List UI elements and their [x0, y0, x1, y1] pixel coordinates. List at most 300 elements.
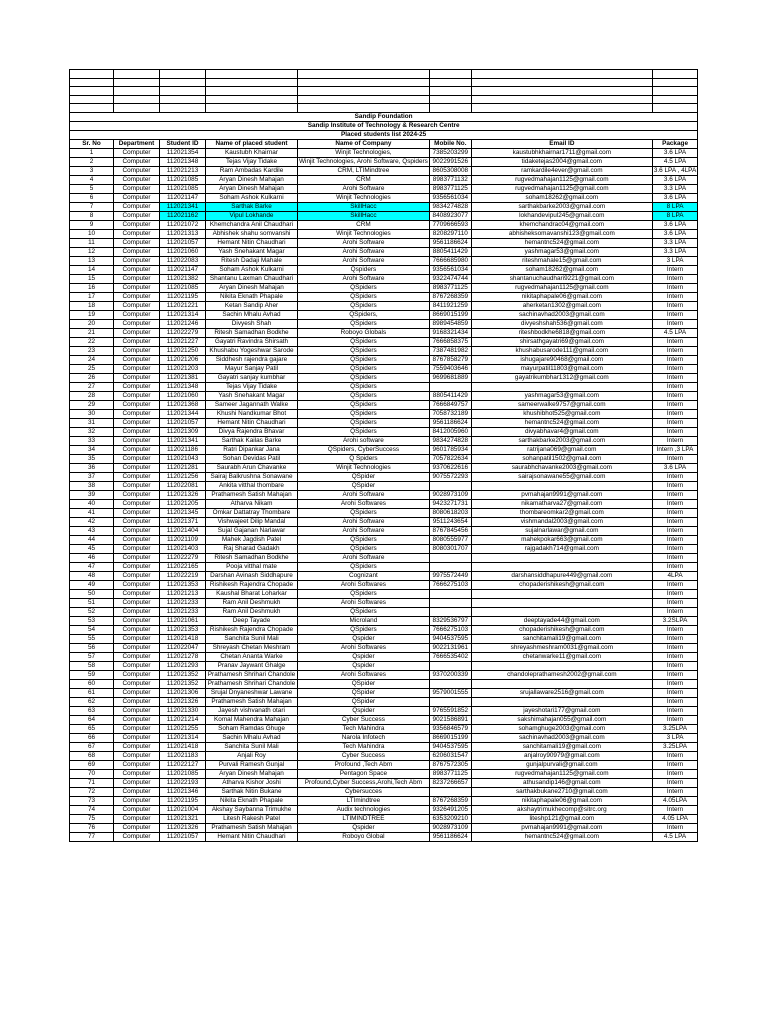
cell-student-name[interactable]: Aryan Dinesh Mahajan: [206, 283, 298, 292]
cell-sr-no[interactable]: 67: [70, 742, 114, 751]
cell-mobile[interactable]: 7709666593: [429, 220, 471, 229]
cell-mobile[interactable]: 7666849757: [429, 400, 471, 409]
cell-sr-no[interactable]: 1: [70, 148, 114, 157]
cell-department[interactable]: Computer: [114, 517, 160, 526]
cell-package[interactable]: 8 LPA: [652, 202, 697, 211]
cell-department[interactable]: Computer: [114, 175, 160, 184]
cell-package[interactable]: Intern: [652, 355, 697, 364]
cell-mobile[interactable]: 9511243654: [429, 517, 471, 526]
cell-mobile[interactable]: 7559403646: [429, 364, 471, 373]
cell-email[interactable]: yashmagar53@gmail.com: [471, 391, 652, 400]
cell-department[interactable]: Computer: [114, 337, 160, 346]
cell-student-id[interactable]: 112021162: [160, 211, 206, 220]
header-mobile[interactable]: Mobile No.: [429, 139, 471, 148]
cell-sr-no[interactable]: 29: [70, 400, 114, 409]
cell-company[interactable]: QSpiders: [298, 625, 430, 634]
cell-student-name[interactable]: Sanchita Sunil Mali: [206, 634, 298, 643]
cell-company[interactable]: QSpiders: [298, 373, 430, 382]
cell[interactable]: [298, 70, 430, 79]
cell-student-name[interactable]: Hemant Nitin Chaudhari: [206, 418, 298, 427]
cell-company[interactable]: Qspider: [298, 634, 430, 643]
cell-student-name[interactable]: Abhishek shahu somvanshi: [206, 229, 298, 238]
cell-sr-no[interactable]: 6: [70, 193, 114, 202]
cell-student-name[interactable]: Kaushal Bharat Loharkar: [206, 589, 298, 598]
cell-mobile[interactable]: 8767268359: [429, 796, 471, 805]
cell-mobile[interactable]: 9168321434: [429, 328, 471, 337]
cell-package[interactable]: Intern: [652, 670, 697, 679]
cell-sr-no[interactable]: 61: [70, 688, 114, 697]
cell-company[interactable]: Roboyo Global: [298, 832, 430, 841]
header-sr-no[interactable]: Sr. No: [70, 139, 114, 148]
cell-department[interactable]: Computer: [114, 211, 160, 220]
cell-student-id[interactable]: 112022081: [160, 481, 206, 490]
cell-mobile[interactable]: 9601785934: [429, 445, 471, 454]
cell-company[interactable]: CRM: [298, 220, 430, 229]
cell-sr-no[interactable]: 19: [70, 310, 114, 319]
cell-department[interactable]: Computer: [114, 607, 160, 616]
cell-department[interactable]: Computer: [114, 580, 160, 589]
cell[interactable]: [471, 95, 652, 104]
cell-company[interactable]: QSpiders: [298, 283, 430, 292]
cell-sr-no[interactable]: 7: [70, 202, 114, 211]
header-student-id[interactable]: Student ID: [160, 139, 206, 148]
cell-student-name[interactable]: Darshan Avinash Siddhapure: [206, 571, 298, 580]
cell-department[interactable]: Computer: [114, 391, 160, 400]
cell-package[interactable]: Intern: [652, 697, 697, 706]
cell-package[interactable]: 3.6 LPA: [652, 463, 697, 472]
cell-package[interactable]: Intern: [652, 688, 697, 697]
cell-sr-no[interactable]: 44: [70, 535, 114, 544]
cell-sr-no[interactable]: 4: [70, 175, 114, 184]
cell-student-id[interactable]: 112021147: [160, 265, 206, 274]
cell-student-id[interactable]: 112022165: [160, 562, 206, 571]
cell-student-id[interactable]: 112021309: [160, 427, 206, 436]
cell-package[interactable]: 3.3 LPA: [652, 238, 697, 247]
cell-student-id[interactable]: 112021195: [160, 796, 206, 805]
cell-sr-no[interactable]: 8: [70, 211, 114, 220]
cell-email[interactable]: khushabusarode111@gmail.com: [471, 346, 652, 355]
cell-mobile[interactable]: 9356846579: [429, 724, 471, 733]
cell-student-name[interactable]: Ram Anil Deshmukh: [206, 598, 298, 607]
cell-sr-no[interactable]: 35: [70, 454, 114, 463]
cell-email[interactable]: [471, 382, 652, 391]
cell-student-name[interactable]: Vipul Lokhande: [206, 211, 298, 220]
cell-sr-no[interactable]: 56: [70, 643, 114, 652]
cell-sr-no[interactable]: 77: [70, 832, 114, 841]
cell-email[interactable]: akshaytrimukhecomp@sitrc.org: [471, 805, 652, 814]
cell-student-name[interactable]: Ratri Dipankar Jana: [206, 445, 298, 454]
cell-mobile[interactable]: 9022991526: [429, 157, 471, 166]
cell-package[interactable]: Intern: [652, 517, 697, 526]
cell-department[interactable]: Computer: [114, 148, 160, 157]
cell-department[interactable]: Computer: [114, 382, 160, 391]
cell-mobile[interactable]: 8237266657: [429, 778, 471, 787]
cell-package[interactable]: Intern: [652, 292, 697, 301]
cell-package[interactable]: 4.05 LPA: [652, 814, 697, 823]
cell-student-id[interactable]: 112021072: [160, 220, 206, 229]
cell-department[interactable]: Computer: [114, 814, 160, 823]
cell-email[interactable]: lokhandevipul245@gmail.com: [471, 211, 652, 220]
cell[interactable]: [114, 70, 160, 79]
cell-mobile[interactable]: 8767268359: [429, 292, 471, 301]
cell-student-name[interactable]: Nikita Eknath Phapale: [206, 796, 298, 805]
cell-sr-no[interactable]: 39: [70, 490, 114, 499]
cell-email[interactable]: yashmagar53@gmail.com: [471, 247, 652, 256]
cell-mobile[interactable]: 8408923077: [429, 211, 471, 220]
header-student-name[interactable]: Name of placed student: [206, 139, 298, 148]
cell-email[interactable]: soham18262@gmail.com: [471, 265, 652, 274]
cell-email[interactable]: sohanpatil1502@gmail.com: [471, 454, 652, 463]
cell-package[interactable]: Intern: [652, 409, 697, 418]
cell-mobile[interactable]: 9765591852: [429, 706, 471, 715]
cell-company[interactable]: Arohi Softwares: [298, 670, 430, 679]
cell-student-name[interactable]: Nikita Eknath Phapale: [206, 292, 298, 301]
cell-department[interactable]: Computer: [114, 625, 160, 634]
cell-package[interactable]: Intern: [652, 652, 697, 661]
cell-mobile[interactable]: 6206031547: [429, 751, 471, 760]
cell-mobile[interactable]: 9579001555: [429, 688, 471, 697]
cell-sr-no[interactable]: 58: [70, 661, 114, 670]
cell-package[interactable]: 3.6 LPA: [652, 229, 697, 238]
cell-email[interactable]: abhisheksomavanshi123@gmail.com: [471, 229, 652, 238]
cell-department[interactable]: Computer: [114, 598, 160, 607]
cell-package[interactable]: Intern: [652, 760, 697, 769]
cell-email[interactable]: [471, 661, 652, 670]
cell-company[interactable]: Roboyo Globals: [298, 328, 430, 337]
cell-department[interactable]: Computer: [114, 706, 160, 715]
cell-package[interactable]: Intern: [652, 400, 697, 409]
cell-department[interactable]: Computer: [114, 760, 160, 769]
cell-package[interactable]: 3.3 LPA: [652, 184, 697, 193]
cell-student-id[interactable]: 112021293: [160, 661, 206, 670]
cell-student-name[interactable]: Hemant Nitin Chaudhari: [206, 832, 298, 841]
cell-package[interactable]: 4LPA: [652, 571, 697, 580]
cell-email[interactable]: sachinavhad2003@gmail.com: [471, 733, 652, 742]
cell-student-name[interactable]: Ankita vitthal thombare: [206, 481, 298, 490]
cell-company[interactable]: QSpiders: [298, 535, 430, 544]
cell-email[interactable]: athusandip146@gmail.com: [471, 778, 652, 787]
cell-package[interactable]: 3 LPA: [652, 733, 697, 742]
cell-sr-no[interactable]: 71: [70, 778, 114, 787]
cell-student-name[interactable]: Sanchita Sunil Mali: [206, 742, 298, 751]
cell-student-name[interactable]: Srujal Dnyaneshwar Lawane: [206, 688, 298, 697]
cell-package[interactable]: Intern: [652, 490, 697, 499]
cell-company[interactable]: Arohi Software: [298, 184, 430, 193]
cell-department[interactable]: Computer: [114, 562, 160, 571]
cell-department[interactable]: Computer: [114, 553, 160, 562]
cell-student-name[interactable]: Atharva Nikam: [206, 499, 298, 508]
cell-company[interactable]: QSpiders: [298, 544, 430, 553]
cell[interactable]: [429, 78, 471, 87]
cell-email[interactable]: pvmahajan9991@gmail.com: [471, 490, 652, 499]
cell[interactable]: [471, 104, 652, 113]
cell-student-id[interactable]: 112021004: [160, 805, 206, 814]
cell-student-name[interactable]: Aryan Dinesh Mahajan: [206, 184, 298, 193]
cell-student-name[interactable]: Sujal Gajanan Narlawar: [206, 526, 298, 535]
cell-sr-no[interactable]: 11: [70, 238, 114, 247]
cell-student-id[interactable]: 112021418: [160, 634, 206, 643]
cell-company[interactable]: Pentagon Space: [298, 769, 430, 778]
cell-department[interactable]: Computer: [114, 724, 160, 733]
cell-email[interactable]: ishugajare90468@gmail.com: [471, 355, 652, 364]
cell-student-id[interactable]: 112021205: [160, 499, 206, 508]
cell-department[interactable]: Computer: [114, 355, 160, 364]
cell-company[interactable]: Winjit Technologies: [298, 229, 430, 238]
cell-company[interactable]: Winjit Technologies: [298, 463, 430, 472]
cell-email[interactable]: riteshbodkhe6818@gmail.com: [471, 328, 652, 337]
cell-package[interactable]: Intern: [652, 553, 697, 562]
cell-sr-no[interactable]: 72: [70, 787, 114, 796]
cell-sr-no[interactable]: 26: [70, 373, 114, 382]
cell-department[interactable]: Computer: [114, 508, 160, 517]
cell-student-id[interactable]: 112021206: [160, 355, 206, 364]
cell-department[interactable]: Computer: [114, 301, 160, 310]
cell-company[interactable]: QSpiders: [298, 562, 430, 571]
cell-mobile[interactable]: 9370200339: [429, 670, 471, 679]
cell-email[interactable]: chandoleprathamesh2002@gmail.com: [471, 670, 652, 679]
cell-sr-no[interactable]: 27: [70, 382, 114, 391]
cell-mobile[interactable]: 9356561034: [429, 265, 471, 274]
cell-company[interactable]: Profound,Cyber Success,Arohi,Tech Abm: [298, 778, 430, 787]
cell-student-name[interactable]: Yash Snehakant Magar: [206, 247, 298, 256]
cell-student-id[interactable]: 112021057: [160, 832, 206, 841]
cell-mobile[interactable]: [429, 481, 471, 490]
cell-student-id[interactable]: 112021346: [160, 787, 206, 796]
cell-department[interactable]: Computer: [114, 544, 160, 553]
cell-student-id[interactable]: 112021186: [160, 445, 206, 454]
cell-mobile[interactable]: 8605308008: [429, 166, 471, 175]
cell-company[interactable]: QSpiders: [298, 355, 430, 364]
cell-mobile[interactable]: 8411921259: [429, 301, 471, 310]
cell[interactable]: [114, 78, 160, 87]
cell-package[interactable]: Intern: [652, 661, 697, 670]
cell-department[interactable]: Computer: [114, 328, 160, 337]
cell[interactable]: [298, 78, 430, 87]
cell-student-name[interactable]: Prathamesh Shrihari Chandole: [206, 679, 298, 688]
cell-department[interactable]: Computer: [114, 229, 160, 238]
cell-student-name[interactable]: Ram Ambadas Kardile: [206, 166, 298, 175]
cell-sr-no[interactable]: 33: [70, 436, 114, 445]
cell-department[interactable]: Computer: [114, 310, 160, 319]
cell-student-id[interactable]: 112021213: [160, 589, 206, 598]
cell-mobile[interactable]: 9021586891: [429, 715, 471, 724]
cell-company[interactable]: QSpiders: [298, 346, 430, 355]
cell-student-id[interactable]: 112021085: [160, 175, 206, 184]
cell-department[interactable]: Computer: [114, 445, 160, 454]
cell-student-name[interactable]: Aryan Dinesh Mahajan: [206, 769, 298, 778]
cell-student-id[interactable]: 112021306: [160, 688, 206, 697]
cell-mobile[interactable]: 9028973109: [429, 823, 471, 832]
cell-mobile[interactable]: 7666535402: [429, 652, 471, 661]
cell-email[interactable]: mayurpatil11803@gmail.com: [471, 364, 652, 373]
cell-mobile[interactable]: 8805411429: [429, 247, 471, 256]
cell-student-id[interactable]: 112021203: [160, 364, 206, 373]
cell-email[interactable]: sachinavhad2003@gmail.com: [471, 310, 652, 319]
cell-student-id[interactable]: 112021281: [160, 463, 206, 472]
cell-package[interactable]: 3 LPA: [652, 256, 697, 265]
cell-package[interactable]: 4.5 LPA: [652, 328, 697, 337]
cell-sr-no[interactable]: 36: [70, 463, 114, 472]
cell-student-id[interactable]: 112021344: [160, 409, 206, 418]
cell-email[interactable]: gayatrikumbhar1312@gmail.com: [471, 373, 652, 382]
cell-mobile[interactable]: 9322474744: [429, 274, 471, 283]
cell-email[interactable]: pvmahajan9991@gmail.com: [471, 823, 652, 832]
cell-package[interactable]: Intern: [652, 382, 697, 391]
cell-company[interactable]: SkillHacc: [298, 202, 430, 211]
cell-student-name[interactable]: Rishikesh Rajendra Chopade: [206, 580, 298, 589]
cell-mobile[interactable]: 7058732189: [429, 409, 471, 418]
cell[interactable]: [471, 87, 652, 96]
cell-email[interactable]: chetanwarke11@gmail.com: [471, 652, 652, 661]
cell-student-name[interactable]: Sachin Mhalu Avhad: [206, 733, 298, 742]
cell-company[interactable]: QSpiders: [298, 292, 430, 301]
cell-sr-no[interactable]: 3: [70, 166, 114, 175]
cell-sr-no[interactable]: 2: [70, 157, 114, 166]
cell-student-id[interactable]: 112021353: [160, 580, 206, 589]
cell-email[interactable]: [471, 481, 652, 490]
cell-company[interactable]: Arohi software: [298, 436, 430, 445]
cell-company[interactable]: QSpiders: [298, 589, 430, 598]
cell-sr-no[interactable]: 20: [70, 319, 114, 328]
cell[interactable]: [160, 104, 206, 113]
cell-email[interactable]: shirsathgayatri69@gmail.com: [471, 337, 652, 346]
cell[interactable]: [652, 70, 697, 79]
cell-package[interactable]: 3.25LPA: [652, 742, 697, 751]
cell-student-id[interactable]: 112021381: [160, 373, 206, 382]
cell-student-id[interactable]: 112021278: [160, 652, 206, 661]
cell-sr-no[interactable]: 43: [70, 526, 114, 535]
cell-mobile[interactable]: [429, 697, 471, 706]
cell-sr-no[interactable]: 13: [70, 256, 114, 265]
cell-student-id[interactable]: 112021085: [160, 283, 206, 292]
cell-student-name[interactable]: Ketan Sandip Aher: [206, 301, 298, 310]
cell-package[interactable]: Intern: [652, 508, 697, 517]
cell-sr-no[interactable]: 12: [70, 247, 114, 256]
cell-student-name[interactable]: Khushabu Yogeshwar Sarode: [206, 346, 298, 355]
cell[interactable]: [652, 78, 697, 87]
cell-department[interactable]: Computer: [114, 823, 160, 832]
cell-department[interactable]: Computer: [114, 265, 160, 274]
cell-package[interactable]: Intern: [652, 454, 697, 463]
cell-package[interactable]: Intern: [652, 274, 697, 283]
cell-sr-no[interactable]: 54: [70, 625, 114, 634]
cell-student-name[interactable]: Pooja vitthal mate: [206, 562, 298, 571]
cell-package[interactable]: Intern: [652, 805, 697, 814]
cell-email[interactable]: [471, 697, 652, 706]
header-package[interactable]: Package: [652, 139, 697, 148]
cell-package[interactable]: Intern: [652, 634, 697, 643]
cell-student-name[interactable]: Raj Sharad Gadakh: [206, 544, 298, 553]
cell-sr-no[interactable]: 18: [70, 301, 114, 310]
cell-student-id[interactable]: 112021057: [160, 238, 206, 247]
cell-email[interactable]: saurabhchavanke2003@gmail.com: [471, 463, 652, 472]
cell-student-name[interactable]: Ritesh Samadhan Bodkhe: [206, 328, 298, 337]
cell[interactable]: [429, 70, 471, 79]
cell-email[interactable]: sanchitamali19@gmail.com: [471, 742, 652, 751]
cell-sr-no[interactable]: 37: [70, 472, 114, 481]
cell-sr-no[interactable]: 25: [70, 364, 114, 373]
cell-email[interactable]: hemantnc524@gmail.com: [471, 418, 652, 427]
cell-email[interactable]: riteshmahale15@gmail.com: [471, 256, 652, 265]
cell-student-id[interactable]: 112021255: [160, 724, 206, 733]
cell-email[interactable]: anjalroy90979@gmail.com: [471, 751, 652, 760]
cell-package[interactable]: Intern: [652, 373, 697, 382]
cell[interactable]: [160, 87, 206, 96]
cell-package[interactable]: Intern: [652, 346, 697, 355]
cell-student-id[interactable]: 112021057: [160, 418, 206, 427]
cell-student-name[interactable]: Purvali Ramesh Gunjal: [206, 760, 298, 769]
cell-email[interactable]: [471, 598, 652, 607]
cell-mobile[interactable]: [429, 382, 471, 391]
cell-department[interactable]: Computer: [114, 796, 160, 805]
cell-email[interactable]: sairajsonawane55@gmail.com: [471, 472, 652, 481]
cell-sr-no[interactable]: 15: [70, 274, 114, 283]
cell-department[interactable]: Computer: [114, 184, 160, 193]
header-department[interactable]: Department: [114, 139, 160, 148]
cell-department[interactable]: Computer: [114, 319, 160, 328]
cell-student-name[interactable]: Mahek Jagdish Patel: [206, 535, 298, 544]
cell-student-id[interactable]: 112022219: [160, 571, 206, 580]
cell-company[interactable]: Qspider: [298, 823, 430, 832]
cell-package[interactable]: Intern: [652, 364, 697, 373]
cell-student-id[interactable]: 112021352: [160, 679, 206, 688]
cell-mobile[interactable]: 9561186624: [429, 418, 471, 427]
cell-package[interactable]: 4.5 LPA: [652, 832, 697, 841]
cell-student-id[interactable]: 112021321: [160, 814, 206, 823]
cell-email[interactable]: ramkardile4ever@gmail.com: [471, 166, 652, 175]
cell-student-id[interactable]: 112022279: [160, 553, 206, 562]
cell-company[interactable]: Qspider: [298, 661, 430, 670]
cell-package[interactable]: 3.25LPA: [652, 724, 697, 733]
cell-department[interactable]: Computer: [114, 634, 160, 643]
cell-mobile[interactable]: 8983771132: [429, 175, 471, 184]
cell[interactable]: [70, 104, 114, 113]
cell-email[interactable]: soham18262@gmail.com: [471, 193, 652, 202]
cell-sr-no[interactable]: 45: [70, 544, 114, 553]
cell-student-id[interactable]: 112021354: [160, 148, 206, 157]
cell-sr-no[interactable]: 76: [70, 823, 114, 832]
cell-mobile[interactable]: 9561186624: [429, 238, 471, 247]
cell-department[interactable]: Computer: [114, 238, 160, 247]
cell-sr-no[interactable]: 24: [70, 355, 114, 364]
cell-mobile[interactable]: 7666858375: [429, 337, 471, 346]
cell-package[interactable]: Intern: [652, 787, 697, 796]
cell-student-name[interactable]: Sarthak Kailas Barke: [206, 436, 298, 445]
cell-mobile[interactable]: 9404537595: [429, 634, 471, 643]
cell[interactable]: [206, 95, 298, 104]
cell-department[interactable]: Computer: [114, 697, 160, 706]
cell-department[interactable]: Computer: [114, 733, 160, 742]
cell-package[interactable]: 3.6 LPA: [652, 220, 697, 229]
cell-student-name[interactable]: Tejas Vijay Tidake: [206, 382, 298, 391]
cell-company[interactable]: QSpiders: [298, 427, 430, 436]
cell-student-name[interactable]: Mayur Sanjay Patil: [206, 364, 298, 373]
cell-student-name[interactable]: Sohan Devidas Patil: [206, 454, 298, 463]
header-email[interactable]: Email ID: [471, 139, 652, 148]
cell-package[interactable]: Intern: [652, 598, 697, 607]
cell-package[interactable]: Intern: [652, 823, 697, 832]
cell-department[interactable]: Computer: [114, 373, 160, 382]
cell[interactable]: [160, 70, 206, 79]
cell-package[interactable]: 3.6 LPA , 4LPA: [653, 166, 697, 174]
cell-department[interactable]: Computer: [114, 202, 160, 211]
cell-department[interactable]: Computer: [114, 418, 160, 427]
cell-company[interactable]: QSpiders: [298, 400, 430, 409]
cell-department[interactable]: Computer: [114, 472, 160, 481]
cell-email[interactable]: kaustubhkhairnar1711@gmail.com: [471, 148, 652, 157]
cell-student-name[interactable]: Litesh Rakesh Patel: [206, 814, 298, 823]
cell-department[interactable]: Computer: [114, 364, 160, 373]
